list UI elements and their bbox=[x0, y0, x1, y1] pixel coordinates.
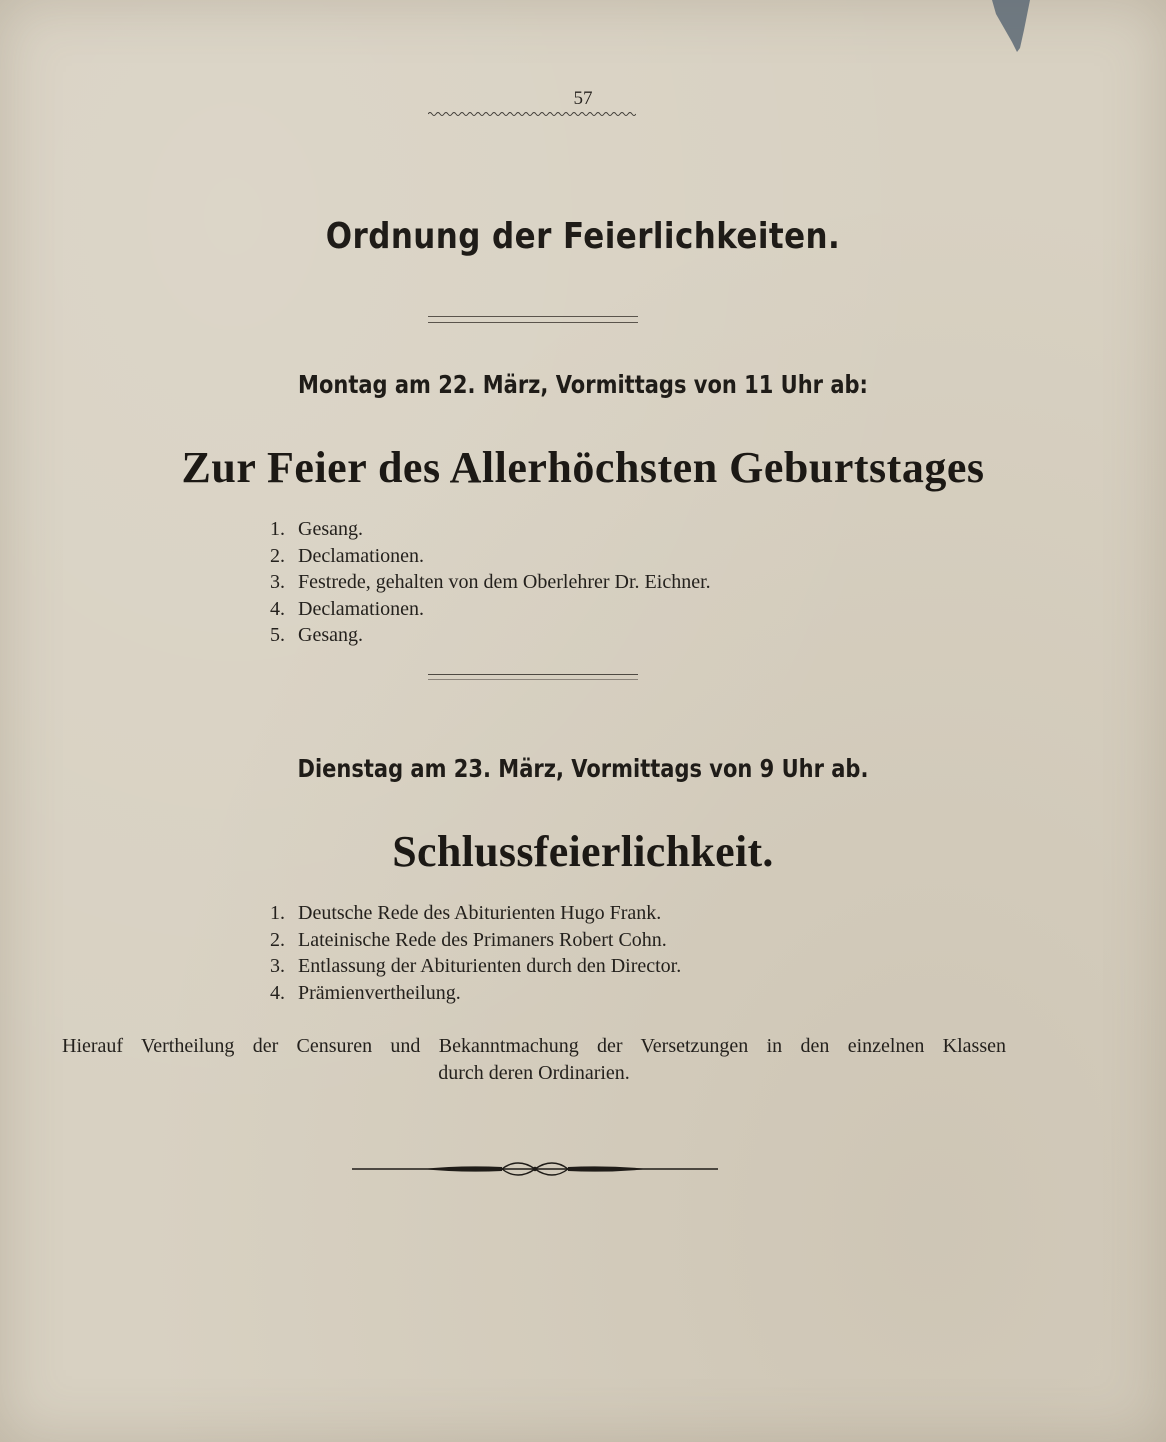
section-title-birthday: Zur Feier des Allerhöchsten Geburtstages bbox=[181, 443, 985, 492]
double-rule-divider bbox=[428, 316, 638, 323]
wavy-rule bbox=[428, 111, 636, 117]
list-item: 3. Entlassung der Abiturienten durch den Director. bbox=[270, 955, 682, 977]
list-item: 1. Gesang. bbox=[270, 518, 363, 540]
list-item: 2. Declamationen. bbox=[270, 544, 425, 567]
list-item: 4. Declamationen. bbox=[270, 597, 425, 620]
list-item: 5. Gesang. bbox=[270, 624, 363, 646]
day-heading-tuesday: Dienstag am 23. März, Vormittags von 9 Uhr ab. bbox=[297, 754, 869, 783]
corner-ink-stain bbox=[990, 0, 1030, 52]
closing-note bbox=[62, 1033, 1006, 1087]
list-item: 1. Deutsche Rede des Abiturienten Hugo Frank. bbox=[270, 902, 662, 924]
page-number: 57 bbox=[573, 88, 593, 109]
section-divider bbox=[428, 674, 638, 680]
day-heading-monday: Montag am 22. März, Vormittags von 11 Uhr ab: bbox=[298, 370, 868, 399]
program-list-birthday bbox=[270, 516, 711, 649]
ornamental-rule bbox=[352, 1160, 718, 1178]
section-title-closing-ceremony: Schlussfeierlichkeit. bbox=[392, 827, 774, 876]
page-title: Ordnung der Feierlichkeiten. bbox=[325, 216, 841, 257]
list-item: 2. Lateinische Rede des Primaners Robert Cohn. bbox=[270, 928, 667, 951]
closing-note-line-1: Hierauf Vertheilung der Censuren und Bekanntmachung der Versetzungen in den einzelnen Klassen bbox=[62, 1035, 1006, 1057]
list-item: 4. Prämienvertheilung. bbox=[270, 981, 461, 1004]
closing-note-line-2: durch deren Ordinarien. bbox=[438, 1062, 630, 1084]
list-item: 3. Festrede, gehalten von dem Oberlehrer Dr. Eichner. bbox=[270, 571, 711, 593]
program-list-closing bbox=[270, 900, 681, 1006]
